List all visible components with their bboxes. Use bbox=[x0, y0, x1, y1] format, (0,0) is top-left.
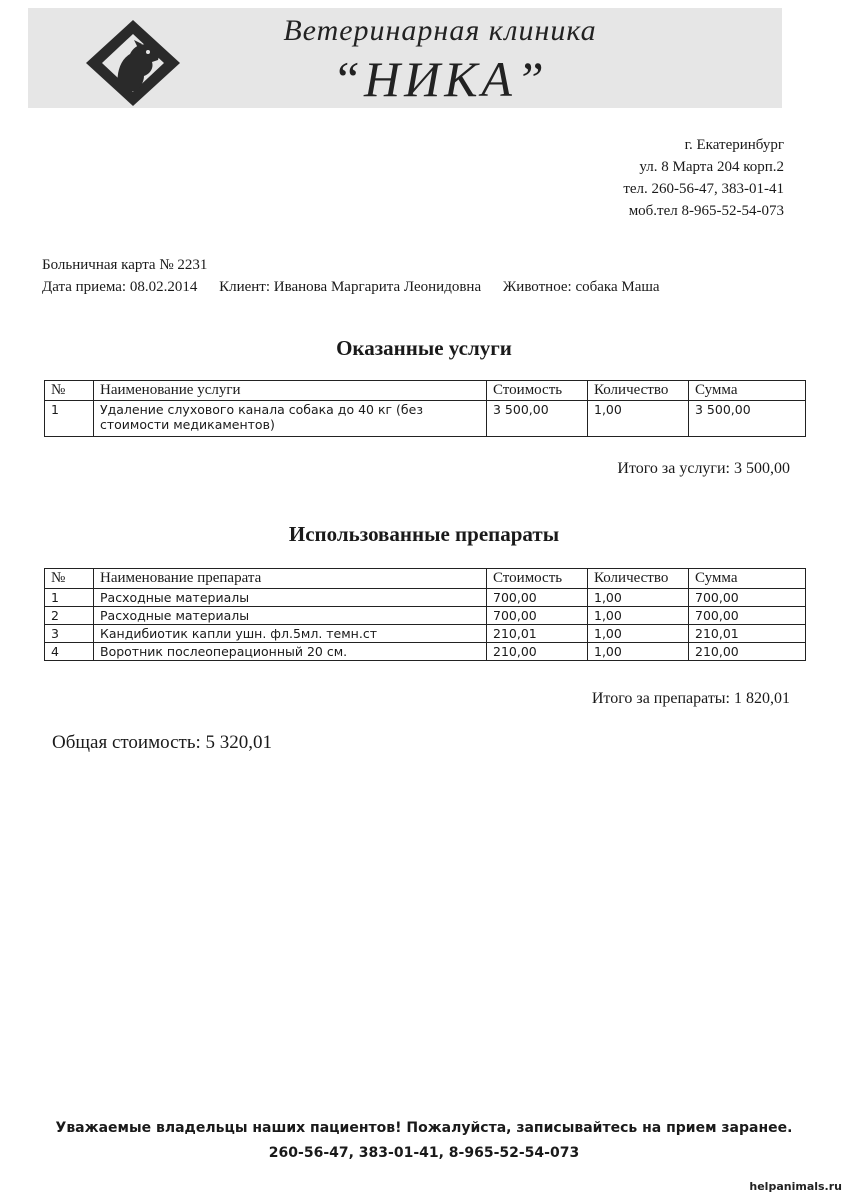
drugs-title: Использованные препараты bbox=[288, 522, 560, 546]
table-header-row bbox=[45, 381, 806, 401]
footer-phones: 260-56-47, 383-01-41, 8-965-52-54-073 bbox=[268, 1145, 580, 1161]
drugs-total: Итого за препараты: 1 820,01 bbox=[591, 690, 790, 707]
column-header: Сумма bbox=[689, 381, 806, 401]
visit-details bbox=[42, 276, 678, 298]
grand-total: Общая стоимость: 5 320,01 bbox=[52, 732, 273, 753]
table-cell: Воротник послеоперационный 20 см. bbox=[94, 643, 487, 661]
table-header-row bbox=[45, 569, 806, 589]
table-cell: 210,01 bbox=[689, 625, 806, 643]
address-street: ул. 8 Марта 204 корп.2 bbox=[639, 159, 784, 175]
table-cell: 2 bbox=[45, 607, 94, 625]
watermark: helpanimals.ru bbox=[749, 1180, 842, 1193]
services-total: Итого за услуги: 3 500,00 bbox=[617, 460, 790, 477]
table-cell: Кандибиотик капли ушн. фл.5мл. темн.ст bbox=[94, 625, 487, 643]
table-row bbox=[45, 401, 806, 437]
card-number: Больничная карта № 2231 bbox=[42, 257, 208, 273]
column-header: Сумма bbox=[689, 569, 806, 589]
table-cell: Расходные материалы bbox=[94, 607, 487, 625]
table-cell: 700,00 bbox=[487, 607, 588, 625]
address-city: г. Екатеринбург bbox=[684, 137, 784, 153]
address-phones: тел. 260-56-47, 383-01-41 bbox=[623, 181, 784, 197]
table-cell: Удаление слухового канала собака до 40 кг (без стоимости медикаментов) bbox=[94, 401, 487, 437]
dog-head-logo-icon bbox=[78, 18, 188, 108]
services-table bbox=[44, 380, 806, 437]
column-header: Стоимость bbox=[487, 381, 588, 401]
visit-info bbox=[42, 254, 678, 298]
table-cell: 1,00 bbox=[588, 625, 689, 643]
table-cell: 3 500,00 bbox=[689, 401, 806, 437]
table-cell: 1,00 bbox=[588, 589, 689, 607]
table-cell: 4 bbox=[45, 643, 94, 661]
table-cell: 700,00 bbox=[487, 589, 588, 607]
table-cell: Расходные материалы bbox=[94, 589, 487, 607]
column-header: Стоимость bbox=[487, 569, 588, 589]
column-header: Количество bbox=[588, 569, 689, 589]
column-header: Наименование препарата bbox=[94, 569, 487, 589]
column-header: Наименование услуги bbox=[94, 381, 487, 401]
table-cell: 210,01 bbox=[487, 625, 588, 643]
clinic-type: Ветеринарная клиника bbox=[283, 14, 597, 47]
table-cell: 1 bbox=[45, 589, 94, 607]
drugs-table bbox=[44, 568, 806, 661]
table-cell: 3 bbox=[45, 625, 94, 643]
table-cell: 1,00 bbox=[588, 607, 689, 625]
table-cell: 700,00 bbox=[689, 607, 806, 625]
footer-notice: Уважаемые владельцы наших пациентов! Пожалуйста, записывайтесь на прием заранее. bbox=[55, 1120, 793, 1136]
address-mobile: моб.тел 8-965-52-54-073 bbox=[628, 203, 784, 219]
table-row bbox=[45, 607, 806, 625]
column-header: № bbox=[45, 381, 94, 401]
table-row bbox=[45, 643, 806, 661]
table-cell: 3 500,00 bbox=[487, 401, 588, 437]
animal-name: Животное: собака Маша bbox=[502, 279, 660, 295]
table-cell: 700,00 bbox=[689, 589, 806, 607]
table-cell: 1,00 bbox=[588, 643, 689, 661]
column-header: № bbox=[45, 569, 94, 589]
column-header: Количество bbox=[588, 381, 689, 401]
services-title: Оказанные услуги bbox=[336, 336, 512, 360]
visit-date: Дата приема: 08.02.2014 bbox=[42, 279, 198, 295]
table-cell: 210,00 bbox=[487, 643, 588, 661]
table-cell: 210,00 bbox=[689, 643, 806, 661]
table-cell: 1,00 bbox=[588, 401, 689, 437]
table-cell: 1 bbox=[45, 401, 94, 437]
client-name: Клиент: Иванова Маргарита Леонидовна bbox=[219, 279, 482, 295]
table-row bbox=[45, 625, 806, 643]
table-row bbox=[45, 589, 806, 607]
clinic-name: “НИКА” bbox=[332, 51, 548, 107]
clinic-address bbox=[623, 134, 784, 222]
